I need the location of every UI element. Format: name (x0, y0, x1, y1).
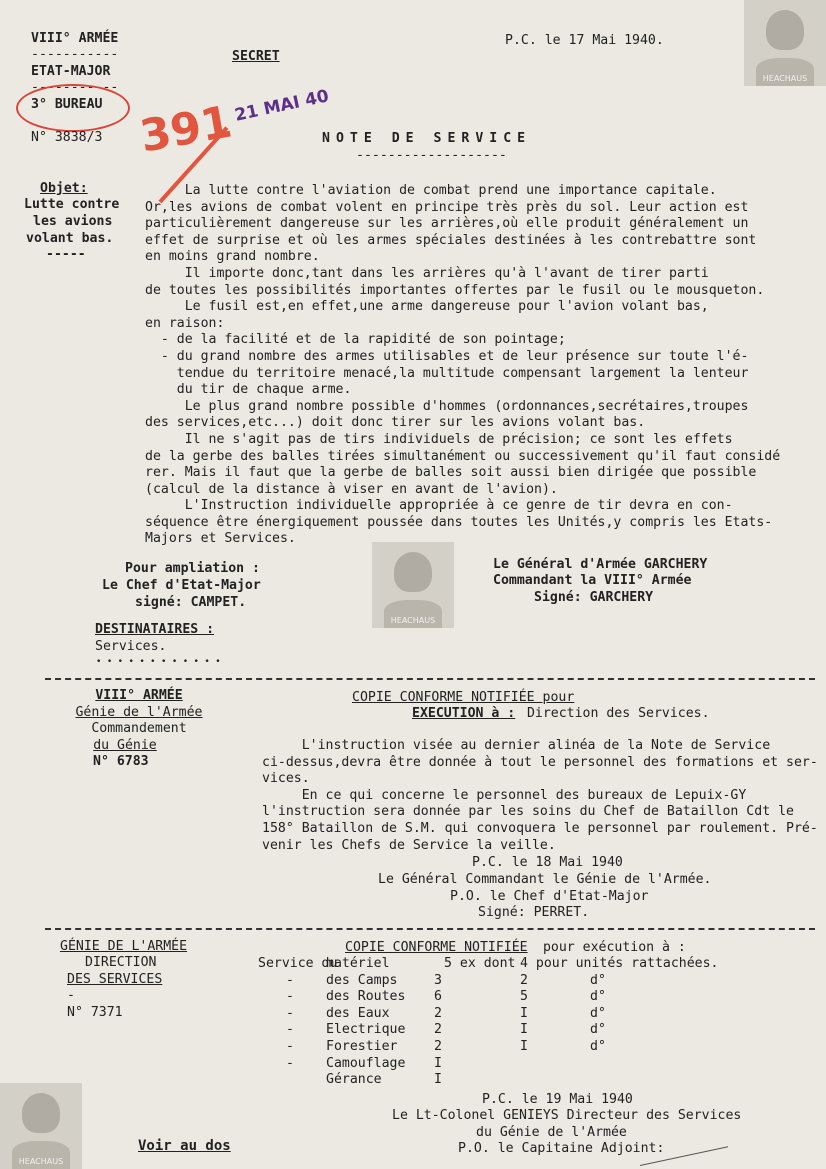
distribution-cell: - (286, 972, 294, 988)
distribution-row (258, 1056, 778, 1073)
s2-sign-4: Signé: PERRET. (478, 905, 590, 920)
s3-genie: GÉNIE DE L'ARMÉE (60, 939, 188, 954)
s2-line: vices. (262, 771, 310, 787)
body-line: en raison: (145, 315, 225, 331)
body-line: - de la facilité et de la rapidité de son pointage; (145, 332, 566, 348)
footer-see-back: Voir au dos (138, 1138, 231, 1154)
distribution-cell: Camouflage (326, 1055, 406, 1071)
body-line: séquence être énergiquement poussée dans toutes les Unités,y compris les Etats- (145, 514, 773, 530)
distribution-row (258, 1006, 778, 1023)
distribution-cell: d° (590, 1022, 606, 1038)
distribution-cell: des Routes (326, 989, 406, 1005)
s2-army: VIII° ARMÉE (95, 688, 183, 703)
s2-body (262, 738, 822, 854)
s3-number: N° 7371 (67, 1005, 123, 1020)
s2-sign-1: P.C. le 18 Mai 1940 (472, 855, 623, 870)
subject-line-1: Lutte contre (24, 197, 120, 212)
body-line: de toutes les possibilités importantes offertes par le fusil ou le mousqueton. (145, 282, 765, 298)
s2-number: N° 6783 (93, 754, 149, 769)
body-line: de la gerbe des balles tirées simultanément ou successivement qu'il faut considé (145, 448, 781, 464)
separator-1 (45, 678, 815, 680)
distribution-cell: 2 (434, 1022, 442, 1038)
s2-du-genie: du Génie (93, 738, 157, 753)
body-line: rer. Mais il faut que la gerbe de balles soit aussi bien dirigée que possible (145, 465, 757, 481)
body-line: Or,les avions de combat volent en principe très près du sol. Leur action est (145, 199, 749, 215)
body-line: Majors et Services. (145, 531, 296, 547)
watermark-top-right: HEACHAUS (744, 0, 826, 86)
body-line: (calcul de la distance à viser en avant de l'avion). (145, 481, 558, 497)
staff-name: ETAT-MAJOR (31, 64, 111, 79)
s2-heading-2-rest: Direction des Services. (519, 706, 710, 721)
separator-2 (45, 928, 815, 930)
distribution-cell: matériel (326, 956, 390, 971)
distribution-table (258, 956, 778, 1089)
general-line-2: Commandant la VIII° Armée (493, 573, 692, 588)
general-line-3: Signé: GARCHERY (534, 590, 654, 605)
distribution-row (258, 956, 778, 973)
bureau-name: 3° BUREAU (31, 97, 103, 112)
distribution-cell: Forestier (326, 1038, 398, 1054)
subject-line-4: ----- (46, 247, 86, 262)
distribution-cell: - (286, 1022, 294, 1038)
distribution-cell: 5 ex dont (444, 956, 516, 971)
s3-sign-1: P.C. le 19 Mai 1940 (482, 1092, 633, 1107)
distribution-cell: d° (590, 1038, 606, 1054)
distribution-cell: I (434, 1072, 442, 1088)
recipients-dots: • • • • • • • • • • • • (96, 657, 221, 667)
distribution-cell: Gérance (326, 1072, 382, 1088)
distribution-cell: 3 (434, 972, 442, 988)
distribution-cell: d° (590, 989, 606, 1005)
s3-services: DES SERVICES (67, 972, 163, 987)
ampliation-line-1: Pour ampliation : (125, 561, 260, 576)
distribution-cell: d° (590, 1005, 606, 1021)
distribution-cell: 4 pour unités rattachées. (520, 956, 719, 971)
body-line: Il importe donc,tant dans les arrières qu'à l'avant de tirer parti (145, 265, 709, 281)
distribution-cell: des Camps (326, 972, 398, 988)
s3-dash: - (67, 988, 75, 1003)
subject-label: Objet: (40, 181, 88, 196)
body-line: Le plus grand nombre possible d'hommes (ordonnances,secrétaires,troupes (145, 398, 749, 414)
distribution-cell: Service du (258, 956, 338, 971)
s3-heading: COPIE CONFORME NOTIFIÉE (345, 940, 528, 955)
subject-line-2: les avions (33, 214, 113, 229)
s2-line: l'instruction sera donnée par les soins du Chef de Bataillon Cdt le (262, 804, 794, 820)
watermark-center: HEACHAUS (372, 542, 454, 628)
s3-sign-4: P.O. le Capitaine Adjoint: (458, 1141, 665, 1156)
distribution-cell: - (286, 1055, 294, 1071)
distribution-cell: des Eaux (326, 1005, 390, 1021)
distribution-cell: 5 (520, 989, 528, 1005)
distribution-cell: 2 (434, 1038, 442, 1054)
s2-line: venir les Chefs de Service la veille. (262, 837, 556, 853)
distribution-cell: I (520, 1005, 528, 1021)
distribution-row (258, 1039, 778, 1056)
distribution-cell: Electrique (326, 1022, 406, 1038)
body-line: en moins grand nombre. (145, 249, 320, 265)
distribution-row (258, 1022, 778, 1039)
header-dash-1: ----------- (31, 47, 119, 62)
registry-number-stamp: 391 (136, 96, 236, 163)
body-line: des services,etc...) doit donc tirer sur les avions volant bas. (145, 415, 646, 431)
body-line: Le fusil est,en effet,une arme dangereuse pour l'avion volant bas, (145, 299, 709, 315)
title-underline: ------------------- (356, 148, 507, 163)
ampliation-line-2: Le Chef d'Etat-Major (102, 578, 261, 593)
distribution-cell: d° (590, 972, 606, 988)
body-line: - du grand nombre des armes utilisables et de leur présence sur toute l'é- (145, 348, 749, 364)
distribution-cell: I (520, 1038, 528, 1054)
bureau-circle-mark (16, 84, 130, 132)
distribution-cell: - (286, 1005, 294, 1021)
s2-line: 158° Bataillon de S.M. qui convoquera le personnel par roulement. Pré- (262, 820, 818, 836)
general-line-1: Le Général d'Armée GARCHERY (493, 557, 708, 572)
s2-command: Commandement (91, 721, 187, 736)
s3-heading-rest: pour exécution à : (535, 940, 686, 955)
s2-heading-2: EXECUTION à : (412, 706, 516, 721)
army-name: VIII° ARMÉE (31, 31, 119, 46)
s2-sign-2: Le Général Commandant le Génie de l'Armée. (378, 872, 712, 887)
document-title: NOTE DE SERVICE (322, 131, 532, 146)
distribution-cell: I (434, 1055, 442, 1071)
ampliation-line-3: signé: CAMPET. (135, 595, 247, 610)
distribution-cell: 2 (434, 1005, 442, 1021)
body-line: tendue du territoire menacé,la multitude compensant largement la lenteur (145, 365, 749, 381)
body-line: Il ne s'agit pas de tirs individuels de précision; ce sont les effets (145, 431, 733, 447)
distribution-cell: - (286, 1038, 294, 1054)
body-line: La lutte contre l'aviation de combat prend une importance capitale. (145, 183, 717, 198)
distribution-cell: I (520, 1022, 528, 1038)
distribution-cell: - (286, 989, 294, 1005)
recipients-value: Services. (95, 639, 167, 654)
s2-heading-1: COPIE CONFORME NOTIFIÉE pour (352, 690, 575, 705)
s2-genie: Génie de l'Armée (75, 705, 203, 720)
distribution-row (258, 1072, 778, 1089)
s2-line: En ce qui concerne le personnel des bureaux de Lepuix-GY (262, 787, 747, 803)
s3-sign-3: du Génie de l'Armée (476, 1125, 627, 1140)
body-line: particulièrement dangereuse sur les arrières,où elle produit généralement un (145, 216, 749, 232)
subject-line-3: volant bas. (26, 231, 114, 246)
place-date: P.C. le 17 Mai 1940. (505, 33, 664, 48)
s3-direction: DIRECTION (85, 955, 157, 970)
s3-sign-2: Le Lt-Colonel GENIEYS Directeur des Services (392, 1108, 742, 1123)
s2-line: ci-dessus,devra être donnée à tout le personnel des formations et ser- (262, 754, 818, 770)
body-line: L'Instruction individuelle appropriée à ce genre de tir devra en con- (145, 498, 733, 514)
header-dash-2: ----------- (31, 80, 119, 95)
s2-sign-3: P.O. le Chef d'Etat-Major (450, 889, 649, 904)
s2-line: L'instruction visée au dernier alinéa de la Note de Service (262, 738, 771, 753)
body-text (145, 183, 820, 548)
distribution-cell: 6 (434, 989, 442, 1005)
body-line: effet de surprise et où les armes spéciales destinées à les contrebattre sont (145, 232, 757, 248)
recipients-label: DESTINATAIRES : (95, 622, 215, 637)
arrival-date-stamp: 21 MAI 40 (232, 86, 331, 126)
distribution-row (258, 989, 778, 1006)
distribution-cell: 2 (520, 972, 528, 988)
document-number: N° 3838/3 (31, 130, 103, 145)
body-line: du tir de chaque arme. (145, 382, 352, 398)
watermark-bottom-left: HEACHAUS (0, 1083, 82, 1169)
classification-secret: SECRET (232, 49, 280, 64)
distribution-row (258, 973, 778, 990)
